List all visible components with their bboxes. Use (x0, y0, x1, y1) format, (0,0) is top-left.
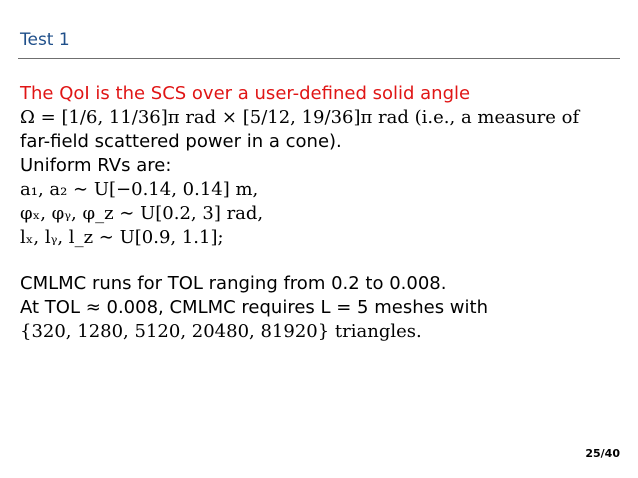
title-rule (18, 58, 620, 59)
slide-content (20, 82, 620, 344)
paragraph-gap (20, 250, 620, 272)
mesh-requirement-line: At TOL ≈ 0.008, CMLMC requires L = 5 meshes with (20, 297, 488, 318)
solid-angle-line: Ω = [1/6, 11/36]π rad × [5/12, 19/36]π rad (i.e., a measure of (20, 107, 580, 128)
page-number: 25/40 (585, 447, 620, 460)
uniform-rvs-line: Uniform RVs are: (20, 155, 172, 176)
far-field-line: far-field scattered power in a cone). (20, 131, 342, 152)
a-range-line: a₁, a₂ ∼ U[−0.14, 0.14] m, (20, 179, 259, 200)
frame-title: Test 1 (20, 30, 70, 50)
phi-range-line: φₓ, φᵧ, φ_z ∼ U[0.2, 3] rad, (20, 203, 264, 224)
cmlmc-runs-line: CMLMC runs for TOL ranging from 0.2 to 0.008. (20, 273, 447, 294)
l-range-line: lₓ, lᵧ, l_z ∼ U[0.9, 1.1]; (20, 227, 224, 248)
triangle-counts-line: {320, 1280, 5120, 20480, 81920} triangles. (20, 321, 422, 342)
qoi-definition-line: The QoI is the SCS over a user-defined solid angle (20, 83, 471, 104)
